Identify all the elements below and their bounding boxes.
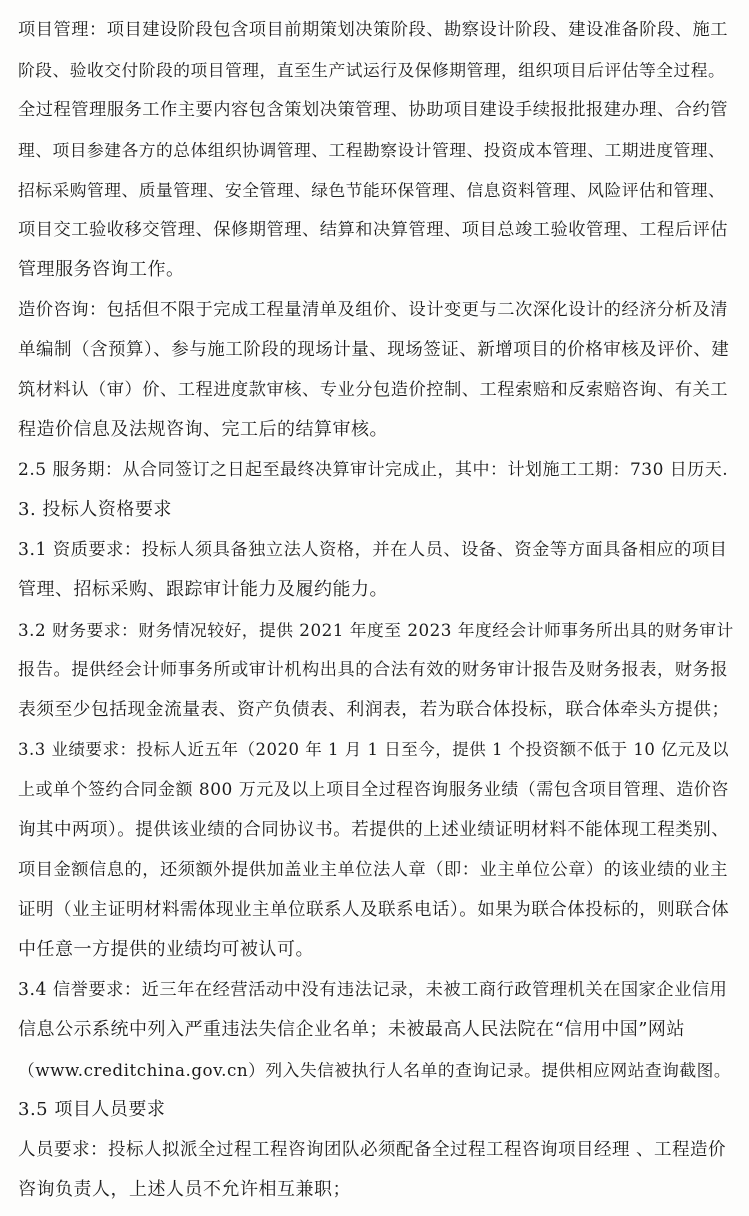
- text-line: 管理服务咨询工作。: [18, 259, 185, 280]
- text-line: 咨询负责人，上述人员不允许相互兼职；: [18, 1179, 351, 1200]
- text-line: （www.creditchina.gov.cn）列入失信被执行人名单的查询记录。提供相应网站查询截图。: [18, 1060, 732, 1080]
- text-line: 筑材料认（审）价、工程进度款审核、专业分包造价控制、工程索赔和反索赔咨询、有关工: [18, 380, 729, 400]
- text-line: 3.1 资质要求：投标人须具备独立法人资格，并在人员、设备、资金等方面具备相应的项目: [18, 540, 728, 560]
- section-heading: 3.5 项目人员要求: [18, 1099, 166, 1120]
- text-line: 证明（业主证明材料需体现业主单位联系人及联系电话）。如果为联合体投标的，则联合体: [18, 900, 730, 920]
- text-line: 上或单个签约合同金额 800 万元及以上项目全过程咨询服务业绩（需包含项目管理、造价咨: [18, 780, 729, 800]
- text-line: 项目管理：项目建设阶段包含项目前期策划决策阶段、勘察设计阶段、建设准备阶段、施工: [18, 20, 729, 40]
- text-line: 3.2 财务要求：财务情况较好，提供 2021 年度至 2023 年度经会计师事务所出具的财务审计: [18, 620, 734, 640]
- text-line: 表须至少包括现金流量表、资产负债表、利润表，若为联合体投标，联合体牵头方提供；: [18, 700, 730, 720]
- text-line: 造价咨询：包括但不限于完成工程量清单及组价、设计变更与二次深化设计的经济分析及清: [18, 300, 729, 320]
- text-line: 项目金额信息的，还须额外提供加盖业主单位法人章（即：业主单位公章）的该业绩的业主: [18, 860, 729, 880]
- text-line: 人员要求：投标人拟派全过程工程咨询团队必须配备全过程工程咨询项目经理 、工程造价: [18, 1140, 727, 1160]
- text-line: 阶段、验收交付阶段的项目管理，直至生产试运行及保修期管理，组织项目后评估等全过程。: [18, 60, 726, 80]
- text-line: 报告。提供经会计师事务所或审计机构出具的合法有效的财务审计报告及财务报表，财务报: [18, 660, 729, 680]
- text-line: 程造价信息及法规咨询、完工后的结算审核。: [18, 419, 388, 440]
- text-line: 3.3 业绩要求：投标人近五年（2020 年 1 月 1 日至今，提供 1 个投资额不低于 10 亿元及以: [18, 740, 730, 759]
- text-line: 全过程管理服务工作主要内容包含策划决策管理、协助项目建设手续报批报建办理、合约管: [18, 100, 729, 120]
- text-line: 中任意一方提供的业绩均可被认可。: [18, 939, 314, 960]
- text-line: 理、项目参建各方的总体组织协调管理、工程勘察设计管理、投资成本管理、工期进度管理、: [18, 140, 726, 160]
- text-line: 单编制（含预算）、参与施工阶段的现场计量、现场签证、新增项目的价格审核及评价、建: [18, 340, 730, 360]
- text-line: 招标采购管理、质量管理、安全管理、绿色节能环保管理、信息资料管理、风险评估和管理、: [18, 180, 726, 200]
- text-line: 管理、招标采购、跟踪审计能力及履约能力。: [18, 579, 388, 600]
- section-heading: 3. 投标人资格要求: [18, 499, 172, 520]
- text-line: 2.5 服务期：从合同签订之日起至最终决算审计完成止，其中：计划施工工期：730 日历天.: [18, 460, 729, 480]
- text-line: 项目交工验收移交管理、保修期管理、结算和决算管理、项目总竣工验收管理、工程后评估: [18, 220, 729, 240]
- text-line: 询其中两项）。提供该业绩的合同协议书。若提供的上述业绩证明材料不能体现工程类别、: [18, 820, 730, 840]
- text-line: 3.4 信誉要求：近三年在经营活动中没有违法记录，未被工商行政管理机关在国家企业信用: [18, 980, 728, 1000]
- text-line: 信息公示系统中列入严重违法失信企业名单；未被最高人民法院在“信用中国”网站: [18, 1019, 685, 1040]
